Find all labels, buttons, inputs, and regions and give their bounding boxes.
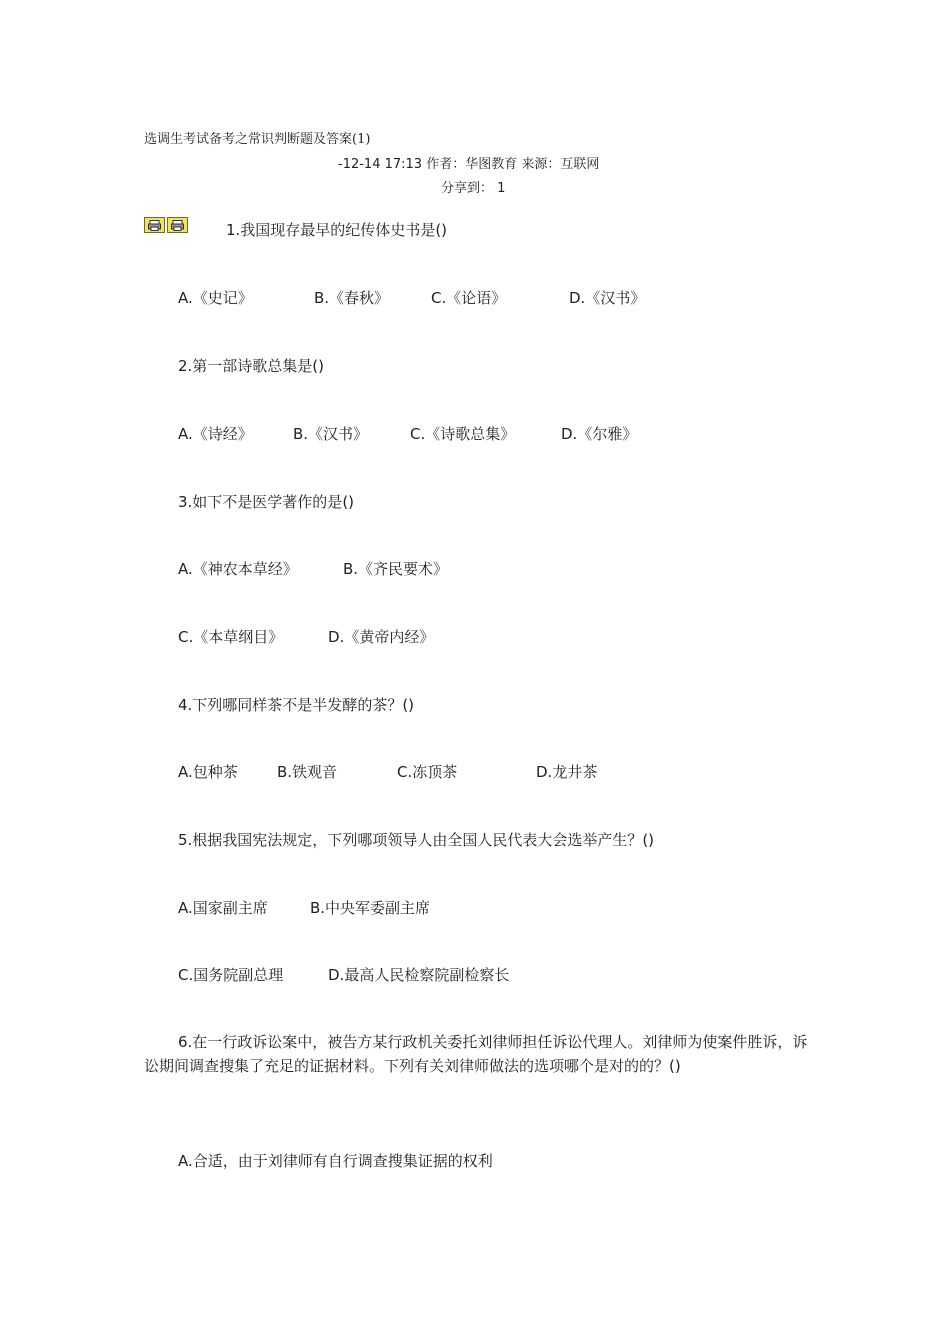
option-2c: C.《诗歌总集》 xyxy=(410,425,516,443)
option-4b: B.铁观音 xyxy=(277,763,338,781)
option-1c: C.《论语》 xyxy=(431,289,507,307)
option-3b: B.《齐民要术》 xyxy=(343,560,449,578)
question-2: 2.第一部诗歌总集是() xyxy=(178,357,325,375)
option-1a: A.《史记》 xyxy=(178,289,253,307)
print-icon[interactable] xyxy=(144,217,165,233)
toolbar-icons xyxy=(144,217,188,233)
share-line[interactable]: 分享到： 1 xyxy=(441,181,506,196)
option-3c: C.《本草纲目》 xyxy=(178,628,284,646)
option-5a: A.国家副主席 xyxy=(178,899,268,917)
option-4a: A.包种茶 xyxy=(178,763,238,781)
option-3d: D.《黄帝内经》 xyxy=(328,628,435,646)
option-2b: B.《汉书》 xyxy=(293,425,369,443)
option-5c: C.国务院副总理 xyxy=(178,966,284,984)
print-icon[interactable] xyxy=(167,217,188,233)
option-4d: D.龙井茶 xyxy=(536,763,598,781)
question-6: 6.在一行政诉讼案中，被告方某行政机关委托刘律师担任诉讼代理人。刘律师为使案件胜诉，诉讼期间调查搜集了充足的证据材料。下列有关刘律师做法的选项哪个是对的的？() xyxy=(144,1033,808,1075)
option-1b: B.《春秋》 xyxy=(314,289,390,307)
question-1: 1.我国现存最早的纪传体史书是() xyxy=(226,221,448,239)
option-2d: D.《尔雅》 xyxy=(561,425,638,443)
question-4: 4.下列哪同样茶不是半发酵的茶？() xyxy=(178,696,415,714)
article-meta: -12-14 17:13 作者：华图教育 来源：互联网 xyxy=(338,157,600,172)
option-6a: A.合适，由于刘律师有自行调查搜集证据的权利 xyxy=(178,1152,493,1170)
option-5b: B.中央军委副主席 xyxy=(310,899,431,917)
question-3: 3.如下不是医学著作的是() xyxy=(178,493,355,511)
option-4c: C.冻顶茶 xyxy=(397,763,458,781)
option-1d: D.《汉书》 xyxy=(569,289,646,307)
page-title: 选调生考试备考之常识判断题及答案(1) xyxy=(144,132,371,147)
question-5: 5.根据我国宪法规定，下列哪项领导人由全国人民代表大会选举产生？() xyxy=(178,831,655,849)
option-2a: A.《诗经》 xyxy=(178,425,253,443)
option-5d: D.最高人民检察院副检察长 xyxy=(328,966,510,984)
option-3a: A.《神农本草经》 xyxy=(178,560,298,578)
